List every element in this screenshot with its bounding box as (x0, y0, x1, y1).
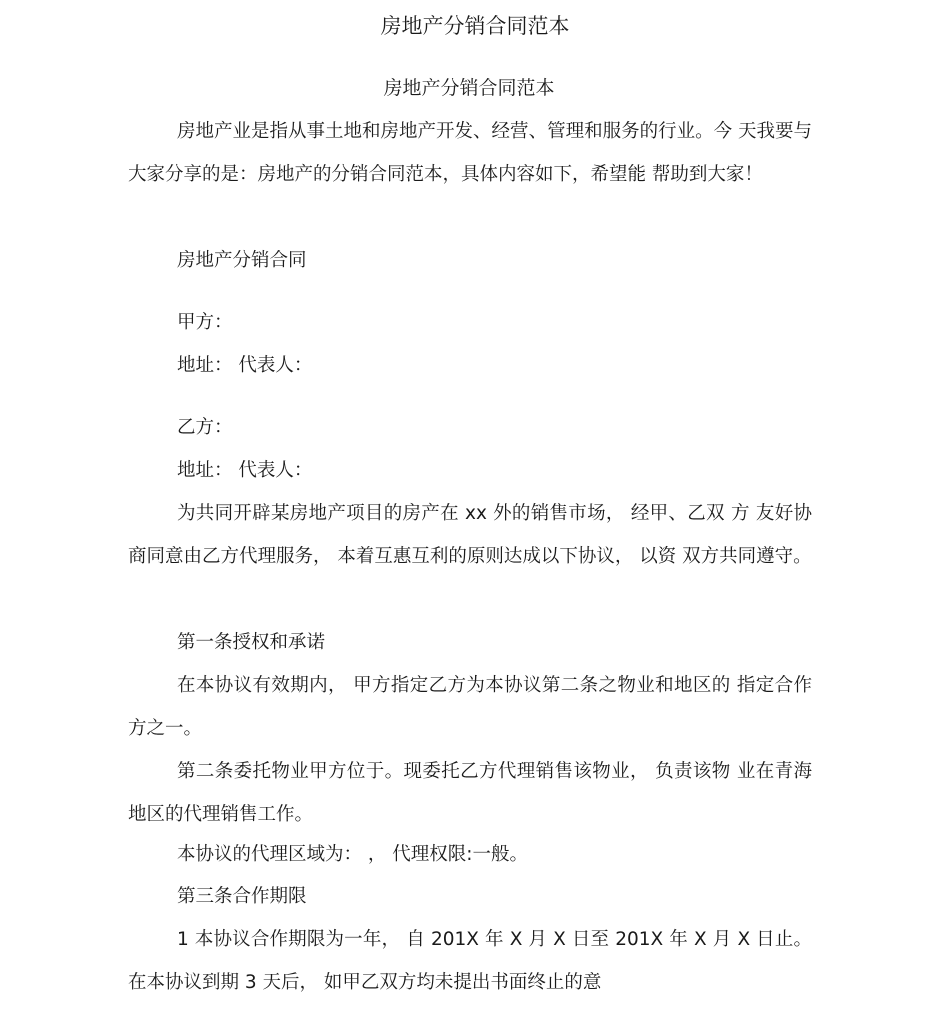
article3-body: 1 本协议合作期限为一年， 自 201X 年 X 月 X 日至 201X 年 X 月 X 日止。在本协议到期 3 天后， 如甲乙双方均未提出书面终止的意 (128, 929, 812, 993)
party-b-label: 乙方： (177, 417, 233, 438)
document-subtitle: 房地产分销合同范本 (383, 77, 555, 99)
article1-body: 在本协议有效期内， 甲方指定乙方为本协议第二条之物业和地区的 指定合作方之一。 (128, 675, 812, 739)
article3-heading: 第三条合作期限 (177, 886, 307, 907)
agency-scope: 本协议的代理区域为： ， 代理权限:一般。 (177, 844, 528, 865)
party-a-address: 地址： 代表人： (177, 355, 313, 376)
article1-heading: 第一条授权和承诺 (177, 632, 326, 653)
document-title: 房地产分销合同范本 (380, 14, 570, 38)
purpose-paragraph: 为共同开辟某房地产项目的房产在 xx 外的销售市场， 经甲、乙双 方 友好协商同意由乙方代理服务， 本着互惠互利的原则达成以下协议， 以资 双方共同遵守。 (128, 503, 812, 567)
article2-body: 第二条委托物业甲方位于。现委托乙方代理销售该物业， 负责该物 业在青海地区的代理销售工作。 (128, 761, 812, 825)
party-a-label: 甲方： (177, 312, 233, 333)
contract-heading: 房地产分销合同 (177, 250, 307, 271)
intro-paragraph: 房地产业是指从事土地和房地产开发、经营、管理和服务的行业。今 天我要与大家分享的是：房地产的分销合同范本，具体内容如下，希望能 帮助到大家！ (128, 121, 812, 185)
party-b-address: 地址： 代表人： (177, 460, 313, 481)
